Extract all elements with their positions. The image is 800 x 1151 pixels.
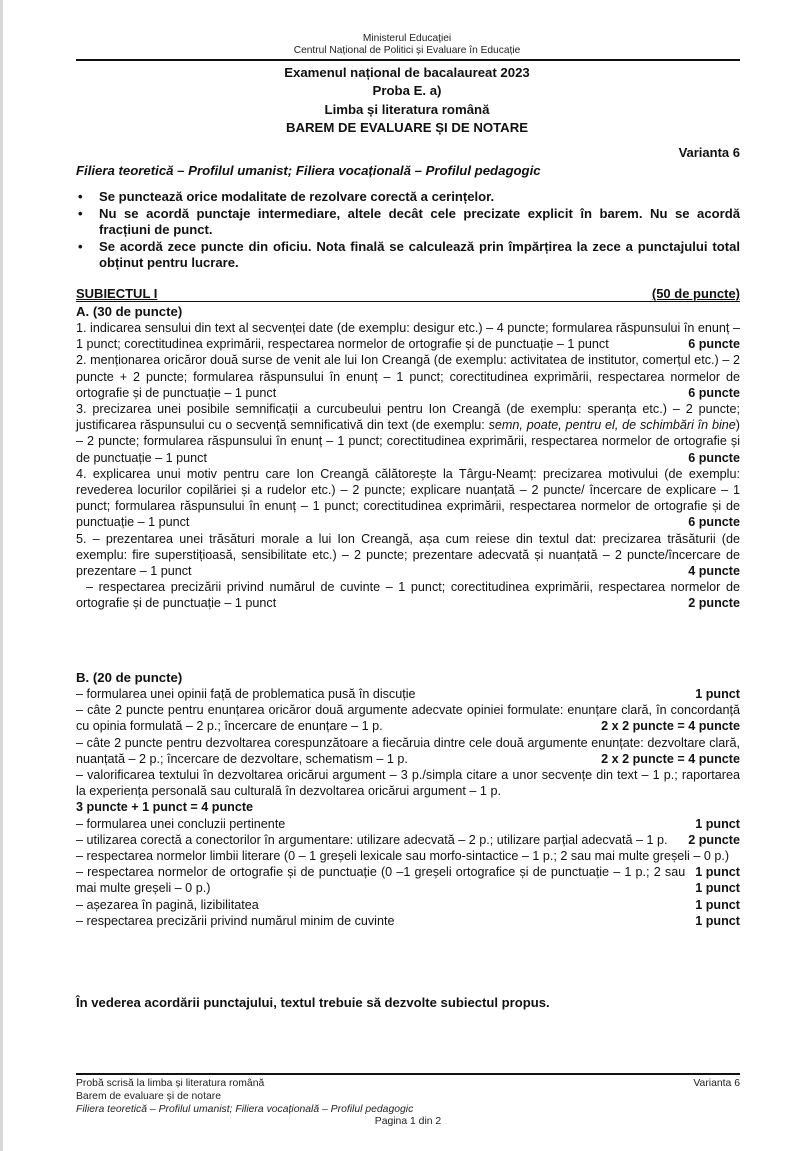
bullet-icon: • <box>78 238 83 254</box>
criterion-points: 6 puncte <box>688 337 740 352</box>
criterion-points: 6 puncte <box>688 450 740 465</box>
criterion-points: 1 punct <box>695 913 740 928</box>
criterion-item: – câte 2 puncte pentru enunțarea oricăror două argumente adecvate opiniei formulate: enunțare clară, în concordanță cu opinia formulată – 2 p.; încercare de enunțare – 1 p. 2 x 2 puncte = 4 puncte <box>76 703 740 734</box>
criterion-item: – respectarea precizării privind numărul de cuvinte – 1 punct; corectitudinea exprimării, respectarea normelor de ortografie și de punctuație – 1 punct 2 puncte <box>76 580 740 611</box>
filiera-label: Filiera teoretică – Profilul umanist; Filiera vocațională – Profilul pedagogic <box>76 163 541 178</box>
criterion-points: 2 puncte <box>688 596 740 611</box>
rule-item: • Nu se acordă punctaje intermediare, altele decât cele precizate explicit în barem. Nu se acordă fracțiuni de punct. <box>78 205 740 238</box>
ministry-name: Ministerul Educației <box>362 33 452 44</box>
subject-title: SUBIECTUL I <box>76 286 158 301</box>
subject-heading <box>76 286 740 302</box>
section-a-title: A. (30 de puncte) <box>76 304 183 319</box>
exam-title: Examenul național de bacalaureat 2023 <box>284 65 530 80</box>
document-titles <box>76 64 738 137</box>
page-edge <box>0 0 3 1151</box>
criterion-points: 2 puncte <box>688 832 740 847</box>
criterion-item: – valorificarea textului în dezvoltarea oricărui argument – 3 p./simpla citare a unor secvențe din text – 1 p.; raportarea la experiența personală sau culturală în dezvoltarea oricărui argument – 1 p. 3 puncte + 1 punct = 4 puncte <box>76 768 740 815</box>
subject-points: (50 de puncte) <box>651 286 740 301</box>
criterion-points: 1 punct <box>695 816 740 831</box>
criterion-item: – așezarea în pagină, lizibilitatea 1 punct <box>76 897 740 912</box>
section-b-title: B. (20 de puncte) <box>76 670 183 685</box>
footer-barem-label: Barem de evaluare și de notare <box>76 1090 221 1102</box>
bullet-icon: • <box>78 205 83 221</box>
criterion-item: 2. menționarea oricăror două surse de venit ale lui Ion Creangă (de exemplu: activitatea de institutor, comerțul etc.) – 2 puncte + 2 puncte; formularea răspunsului în enunț – 1 punct; corectitudinea exprimării, respectarea normelor de ortografie și de punctuație – 1 punct 6 puncte <box>76 353 740 400</box>
criterion-points: 2 x 2 puncte = 4 puncte <box>601 719 740 734</box>
criterion-item: – formularea unei opinii față de problematica pusă în discuție 1 punct <box>76 687 740 701</box>
criterion-item: – respectarea precizării privind numărul minim de cuvinte 1 punct <box>76 913 740 928</box>
page-number: Pagina 1 din 2 <box>374 1116 442 1128</box>
bullet-icon: • <box>78 189 83 204</box>
section-a <box>76 304 740 612</box>
criterion-item: – respectarea normelor de ortografie și de punctuație (0 –1 greșeli ortografice și de punctuație – 1 p.; 2 sau mai multe greșeli – 0 p.) 1 punct <box>76 865 740 896</box>
rule-item: • Se punctează orice modalitate de rezolvare corectă a cerințelor. <box>78 189 495 204</box>
barem-title: BAREM DE EVALUARE ȘI DE NOTARE <box>285 119 529 135</box>
criterion-item: 3. precizarea unei posibile semnificații a curcubeului pentru Ion Creangă (de exemplu: speranța etc.) – 2 puncte; justificarea răspunsului cu o secvență semnificativă din text (de exemplu: semn, poate, pentru el, de schimbări în bine) – 2 puncte; formularea răspunsului în enunț – 1 punct; corectitudinea exprimării, respectarea normelor de ortografie și de punctuație – 1 punct 6 puncte <box>76 402 740 465</box>
criterion-item: – formularea unei concluzii pertinente 1 punct <box>76 816 740 831</box>
criterion-item: 4. explicarea unui motiv pentru care Ion Creangă călătorește la Târgu-Neamț: precizarea motivului (de exemplu: revederea locurilor copilăriei și a rudelor etc.) – 2 puncte; explicare nuanțată – 2 puncte/ încercare de explicare – 1 punct; formularea răspunsului în enunț – 1 punct; corectitudinea exprimării, respectarea normelor de ortografie și de punctuație – 1 punct 6 puncte <box>76 466 740 530</box>
header-divider <box>76 59 740 61</box>
center-name: Centrul Național de Politici și Evaluare în Educație <box>293 45 521 56</box>
footer-divider <box>76 1073 740 1075</box>
criterion-points: 1 punct <box>695 865 740 880</box>
criterion-item: – respectarea normelor limbii literare (0 – 1 greșeli lexicale sau morfo-sintactice – 1 p.; 2 sau mai multe greșeli – 0 p.) 1 punct <box>76 849 740 880</box>
criterion-points: 4 puncte <box>688 564 740 579</box>
footer-exam-label: Probă scrisă la limba și literatura română <box>76 1078 265 1089</box>
proba-title: Proba E. a) <box>372 83 442 99</box>
criterion-item: 1. indicarea sensului din text al secvenței date (de exemplu: desigur etc.) – 4 puncte; formularea răspunsului în enunț – 1 punct; corectitudinea exprimării, respectarea normelor de ortografie și de punctuație – 1 punct 6 puncte <box>76 321 740 352</box>
closing-note: În vederea acordării punctajului, textul trebuie să dezvolte subiectul propus. <box>76 995 550 1010</box>
criterion-points: 1 punct <box>695 881 740 896</box>
criterion-item: 5. – prezentarea unei trăsături morale a lui Ion Creangă, așa cum reiese din textul dat: precizarea trăsăturii (de exemplu: fire superstițioasă, sensibilitate etc.) – 2 puncte; prezentare adecvată și nuanțată – 2 puncte/încercare de prezentare – 1 punct 4 puncte <box>76 531 740 579</box>
footer-filiera: Filiera teoretică – Profilul umanist; Filiera vocațională – Profilul pedagogic <box>76 1103 414 1115</box>
criterion-points: 3 puncte + 1 punct = 4 puncte <box>76 800 254 815</box>
variant-label: Varianta 6 <box>678 145 740 160</box>
section-b <box>76 670 740 929</box>
subject-title: Limba și literatura română <box>324 101 490 117</box>
criterion-points: 2 x 2 puncte = 4 puncte <box>601 751 740 766</box>
criterion-points: 1 punct <box>695 897 740 912</box>
general-rules-list <box>76 189 740 272</box>
page-header <box>76 33 738 57</box>
criterion-points: 6 puncte <box>688 515 740 530</box>
criterion-points: 6 puncte <box>688 385 740 400</box>
page-footer <box>76 1078 740 1129</box>
rule-item: • Se acordă zece puncte din oficiu. Nota finală se calculează prin împărțirea la zece a punctajului total obținut pentru lucrare. <box>78 238 740 271</box>
footer-variant: Varianta 6 <box>693 1078 740 1089</box>
criterion-item: – câte 2 puncte pentru dezvoltarea corespunzătoare a fiecăruia dintre cele două argumente enunțate: dezvoltare clară, nuanțată – 2 p.; încercare de dezvoltare, schematism – 1 p. 2 x 2 puncte = 4 puncte <box>76 735 740 766</box>
criterion-item: – utilizarea corectă a conectorilor în argumentare: utilizare adecvată – 2 p.; utilizare parțial adecvată – 1 p. 2 puncte <box>76 832 740 847</box>
criterion-points: 1 punct <box>695 687 740 701</box>
